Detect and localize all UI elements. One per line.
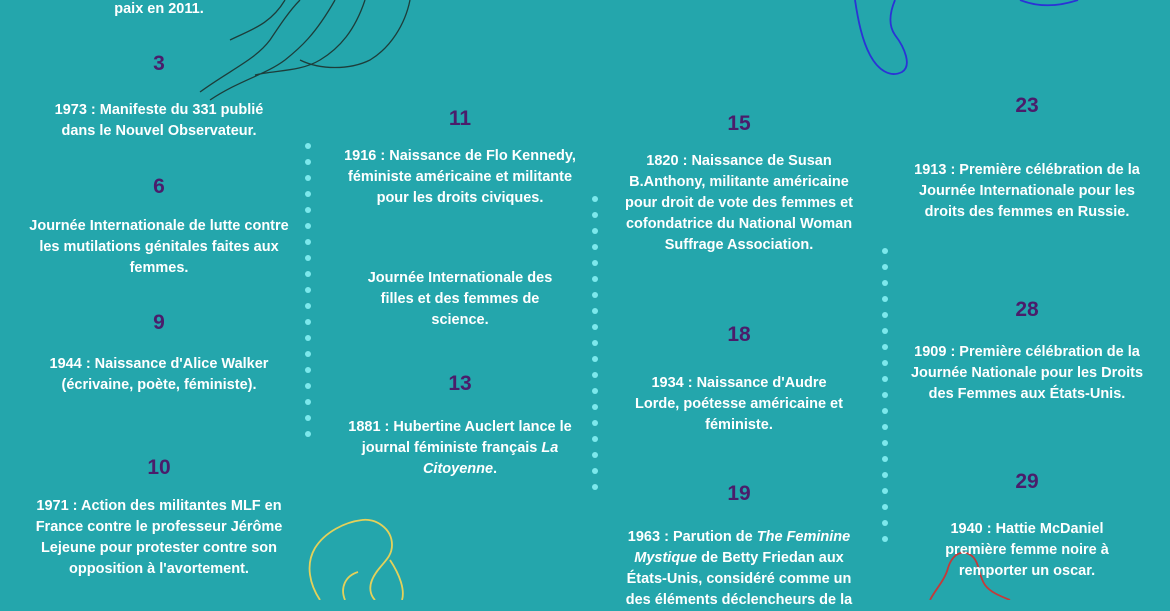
event-text-28: 1909 : Première célébration de la Journée Nationale pour les Droits des Femmes aux États-Unis.: [910, 344, 1144, 402]
event-text-18: 1934 : Naissance d'Audre Lorde, poétesse américaine et féministe.: [635, 375, 843, 433]
day-11: 11: [448, 107, 472, 130]
dotted-divider-2: [592, 196, 598, 500]
day-9: 9: [153, 311, 165, 334]
column-4: [904, 0, 1150, 600]
day-15: 15: [727, 112, 751, 135]
event-text-15: 1820 : Naissance de Susan B.Anthony, militante américaine pour droit de vote des femmes et cofondatrice du National Woman Suffrage Association.: [624, 153, 854, 253]
day-13: 13: [448, 372, 472, 395]
day-18: 18: [727, 323, 751, 346]
event-text-13-italic: La Citoyenne: [422, 440, 559, 477]
event-text-19: [618, 527, 860, 611]
event-text-19-b: de Betty Friedan aux États-Unis, considéré comme un des éléments déclencheurs de la: [625, 550, 853, 608]
event-text-10: 1971 : Action des militantes MLF en France contre le professeur Jérôme Lejeune pour protester contre son opposition à l'avortement.: [35, 498, 283, 577]
day-29: 29: [1015, 470, 1039, 493]
column-1: [28, 0, 290, 600]
event-text-3: 1973 : Manifeste du 331 publié dans le Nouvel Observateur.: [54, 102, 264, 139]
day-19: 19: [727, 482, 751, 505]
event-text-19-italic: The Feminine Mystique: [634, 529, 851, 566]
event-text-11b: Journée Internationale des filles et des femmes de science.: [367, 270, 553, 328]
day-28: 28: [1015, 298, 1039, 321]
event-text-13: [334, 417, 586, 480]
event-text-9: 1944 : Naissance d'Alice Walker (écrivaine, poète, féministe).: [49, 356, 269, 393]
event-text-13-a: 1881 : Hubertine Auclert lance le journal féministe français: [348, 419, 572, 456]
dotted-divider-3: [882, 248, 888, 552]
event-text-6: Journée Internationale de lutte contre les mutilations génitales faites aux femmes.: [29, 218, 289, 276]
dotted-divider-1: [305, 143, 311, 447]
event-text-13-b: .: [493, 461, 498, 477]
event-text-23: 1913 : Première célébration de la Journée Internationale pour les droits des femmes en Russie.: [914, 162, 1140, 220]
event-text-11: 1916 : Naissance de Flo Kennedy, féministe américaine et militante pour les droits civiques.: [344, 148, 576, 206]
event-text-29: 1940 : Hattie McDaniel première femme noire à remporter un oscar.: [945, 521, 1109, 579]
day-23: 23: [1015, 94, 1039, 117]
event-text-19-a: 1963 : Parution de: [627, 529, 757, 545]
event-text-top: paix en 2011.: [114, 1, 204, 17]
column-3: [614, 0, 864, 608]
day-6: 6: [153, 175, 165, 198]
column-2: [330, 0, 590, 600]
day-10: 10: [147, 456, 171, 479]
day-3: 3: [153, 52, 165, 75]
